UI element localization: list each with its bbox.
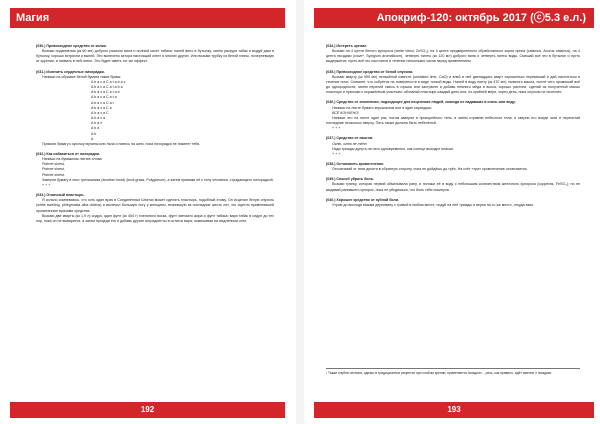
entry-036-intro: Напиши на листе бумаги зеркальном или в один карандаш:: [332, 105, 432, 110]
cascade-line: A b a: [91, 126, 100, 131]
right-running-header: Апокриф-120: октябрь 2017 (ⓒ5.3 е.л.): [314, 8, 594, 28]
book-gutter: [296, 0, 304, 424]
charm-line: ВСЁ КОНЧЕНО!: [332, 110, 359, 115]
entry-036-title: (036.) Средство от эпилепсии, подходящее для исцеления людей, никогда не падавших в огонь или воду.: [326, 100, 516, 105]
entry-030-title: (030.) Превосходное средство от колик.: [36, 44, 107, 48]
cascade-line: A b a x a C a t a b: [91, 90, 120, 95]
cascade-line: A: [91, 136, 94, 141]
left-running-header: Магия: [10, 8, 285, 28]
cascade-line: A b: [91, 131, 97, 136]
entry-040-text: Утром до восхода выжми дерновину с травой в любом месте, подуй на неё трижды и верни на то же место, откуда взял.: [332, 202, 535, 207]
entry-031-title: (031.) Излечить сердечные лихорадки.: [36, 69, 105, 74]
entry-039-text: Возьми тряпку, которая первой обматывала рану, и положи её в воду с небольшим количеством железного купороса (copperas, FeSO₄); но не выдавай ранившего купорос, пока не убедишься, что боль тебя покинула.: [326, 182, 580, 192]
entry-031-text: Приколи бумагу к кусочку мулины или льна и повесь на шею, пока лихорадка не покинет тебя.: [42, 141, 201, 146]
cascade-line: A b a x a C a t: [91, 100, 114, 105]
cascade-line: A b a x: [91, 121, 102, 126]
entry-038-title: (038.) Остановить кровотечение.: [326, 161, 385, 166]
cascade-line: A b a x a C: [91, 110, 109, 115]
entry-037-stars: + + +: [332, 151, 341, 156]
charm-line: Potmet sinest,: [42, 167, 65, 172]
right-page-body: [326, 44, 580, 208]
entry-033-text-2: Возьми две кварты (кк 1,9 л) сидра, один фунт (кк 454 г) пчелиного воска, фунт овечьего жира и фунт табака; вари табак в сидре до тех пор, пока он не выварится, а затем процеди его и добавь другие ингредиенты в остаток вара; помешивая на медленном огне.: [36, 213, 274, 223]
charm-line: Potmet sinest.: [42, 172, 65, 177]
right-page: [304, 0, 600, 424]
entry-031-intro: Напиши на обрывке белой бумаги такие буквы:: [42, 74, 122, 79]
entry-033-title: (033.) Отличный пластырь.: [36, 193, 85, 198]
cascade-line: A b a x a: [91, 116, 105, 121]
cascade-line: A b a x a C a t a b a: [91, 85, 123, 90]
cascade-line: A b a x a C a t a: [91, 95, 117, 100]
entry-038-text: Отсчитывай от пяти десяти в обратную сторону, пока не дойдёшь до трёх. На счёт «три» кровотечение остановится.: [332, 167, 528, 172]
entry-037-title: (037.) Средство от ожогов.: [326, 136, 374, 141]
entry-034-text: Возьми на 4 цента белого купороса (white vitriol, ZnSO₄), на 4 цента предварительно обработанного корня ириса (calamus, Acorus calamus), на 4 цента гвоздики (clove¹, Syzigium aromaticum), четверть пинты (кк 120 мл) доброго вина и четверть пинты воды. Смешай всё это в бутылке и пусть выдержится; пусть всё это настоится и течение нескольких часов перед применением.: [326, 49, 580, 64]
charm-line: Огню, огню не тёпл: [332, 141, 367, 146]
entry-032-stars: + + +: [42, 182, 51, 187]
entry-033-text: Я сильно сомневаюсь, что хоть один врач в Соединённых Штатах может сделать пластырь, подобный этому. Он исцелил белую опухоль (white swelling, phlegmasia alba dolens) и вылечил большую ногу у женщины, возникшую за последние шесть лет, что тщетно применявшей пропитанные врачами средства.: [36, 198, 274, 213]
entry-037-text: Надо трижды дунуть на него одновременно, как солнце выходит плакан.: [332, 146, 454, 151]
entry-039-title: (039.) Способ убрать боль.: [326, 177, 374, 182]
right-page-number: 193: [314, 402, 594, 418]
footnote: ¹ Также клубни чеснока; однако в традиционных рецептах при слабом зрении; применяется гвоздичн… речь, как правило, идёт именно о гвоздике.: [326, 368, 580, 376]
charm-line: Potmet sinest,: [42, 162, 65, 167]
entry-035-text: Возьми кварту (кк 950 мл) негашёной извести (unslaked lime, CaO) и влей в неё двенадцать кварт хорошенько перемешай и дай настояться в течение ночи. Снимите, что собрётся на поверхности в виде тонкой воды. Налей в воду пинту (кк 470 мл) льняного масла, после чего промешай всё до однородности; затем перелей смесь в горшок или кастрюлю и добавь немного мёда и воска; хорошо растопи, сделай из полученной массы пластырь и приложи к поражённым участкам; обновляй пластырь каждый день или, по крайней мере, через день, пока опухоль не исчезнет.: [326, 74, 580, 95]
entry-032-title: (032.) Как избавиться от лихорадки.: [36, 151, 100, 156]
cascade-line: A b a x a C a: [91, 105, 112, 110]
left-page-body: [36, 44, 274, 224]
entry-032-text: Заверни бумагу в лист гречишника (knoeten kruid) (knot-grass, Polygonum), а затем привяжи её к телу человека, страдающего лихорадкой.: [42, 177, 274, 182]
entry-040-title: (040.) Хорошее средство от зубной боли.: [326, 197, 400, 202]
left-page: [0, 0, 296, 424]
cascade-line: A b a x a C a t a b a x: [91, 79, 126, 84]
entry-032-intro: Напиши на бумажном листке слова:: [42, 157, 103, 162]
left-page-number: 192: [10, 402, 285, 418]
entry-035-title: (035.) Превосходное средство от белой опухоли.: [326, 69, 414, 74]
entry-034-title: (034.) Истереть зрение.: [326, 44, 368, 48]
abracadabra-cascade: [36, 80, 274, 142]
entry-036-text: Напиши это на листе один раз, потом заверни в прокорейного тень, а затем отравлю небесного тела; и сверни его вокруг шеи и перечитай последние несколько сверху. Пять также должна быть небелёной.: [326, 115, 580, 126]
entry-030-text: Возьми подземелия (кк 60 мл) доброго ржаного вина и полный кисет табака; налей вино в бутылку, затем раскури табак и выдуй дым в бутылку, хорошо встряхни и выпей. Это выпечено затора настоящий кнехт и многих других. Или возьми трубку из белой глины, почерневшую от курения, и назвать в ней пятно. Это будет иметь тот же эффект.: [36, 49, 274, 64]
entry-036-stars: + + +: [332, 126, 341, 131]
